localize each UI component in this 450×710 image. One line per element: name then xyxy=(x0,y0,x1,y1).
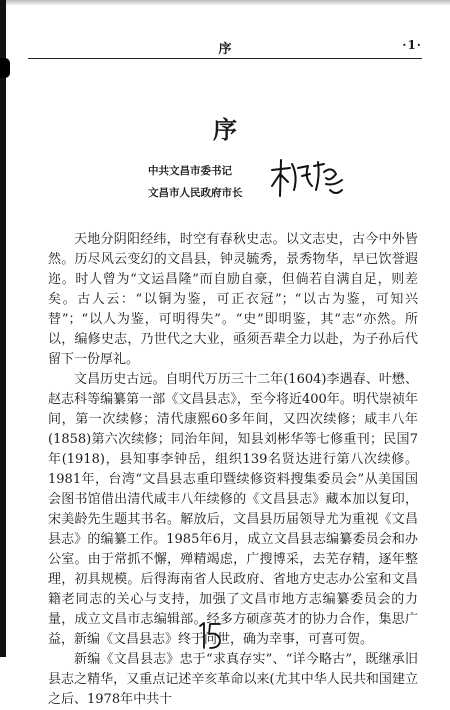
signature-line-2: 文昌市人民政府市长 xyxy=(148,187,243,199)
running-header xyxy=(28,36,422,59)
paragraph-3: 新编《文昌县志》忠于“求真存实”、“详今略古”，既继承旧县志之精华，又重点记述辛亥革命以来(尤其中华人民共和国建立之后、1978年中共十 xyxy=(48,652,418,707)
signature-block xyxy=(148,160,243,204)
running-title: 序 xyxy=(218,42,232,57)
page-number: ·1· xyxy=(402,38,422,52)
paragraph-1: 天地分阴阳经纬，时空有春秋史志。以文志史，古今中外皆然。历尽风云变幻的文昌县，钟灵毓秀，景秀物华，早已饮誉遐迩。时人曾为“文运昌隆”而自励自豪，但倘若自满自足，则差矣。古人云：“以铜为鉴，可正衣冠”；“以古为鉴，可知兴替”；“以人为鉴，可明得失”。“史”即明鉴，其“志”亦然。所以，编修史志，乃世代之大业，亟须吾辈全力以赴，为子孙后代留下一份厚礼。 xyxy=(48,232,418,367)
page-title: 序 xyxy=(213,115,237,144)
preface-body xyxy=(48,230,418,710)
handwritten-page-mark xyxy=(196,620,226,652)
handwritten-signature xyxy=(268,156,346,200)
signature-line-1: 中共文昌市委书记 xyxy=(148,165,232,177)
paragraph-2: 文昌历史古远。自明代万历三十二年(1604)李遇春、叶懋、赵志科等编纂第一部《文昌县志》，至今将近400年。明代崇祯年间，第一次续修；清代康熙60多年间，又四次续修；咸丰八年(1858)第六次续修；同治年间，知县刘彬华等七修重刊；民国7年(1918)，县知事李钟岳，组织139名贤达进行第八次续修。1981年，台湾“文昌县志重印暨续修资料搜集委员会”从美国国会图书馆借出清代咸丰八年续修的《文昌县志》藏本加以复印，宋美龄先生题其书名。解放后，文昌县历届领导尤为重视《文昌县志》的编纂工作。1985年6月，成立文昌县志编纂委员会和办公室。由于常抓不懈，殚精竭虑，广搜博采，去芜存精，逐年整理，初具规模。后得海南省人民政府、省地方史志办公室和文昌籍老同志的关心与支持，加强了文昌市地方志编纂委员会的力量，成立文昌市志编辑部。经多方硕彦英才的协力合作，集思广益，新编《文昌县志》终于问世，确为幸事，可喜可贺。 xyxy=(48,372,418,647)
scan-binding-mark xyxy=(0,58,10,78)
scan-left-edge xyxy=(0,0,6,657)
scan-top-shadow xyxy=(0,0,450,6)
